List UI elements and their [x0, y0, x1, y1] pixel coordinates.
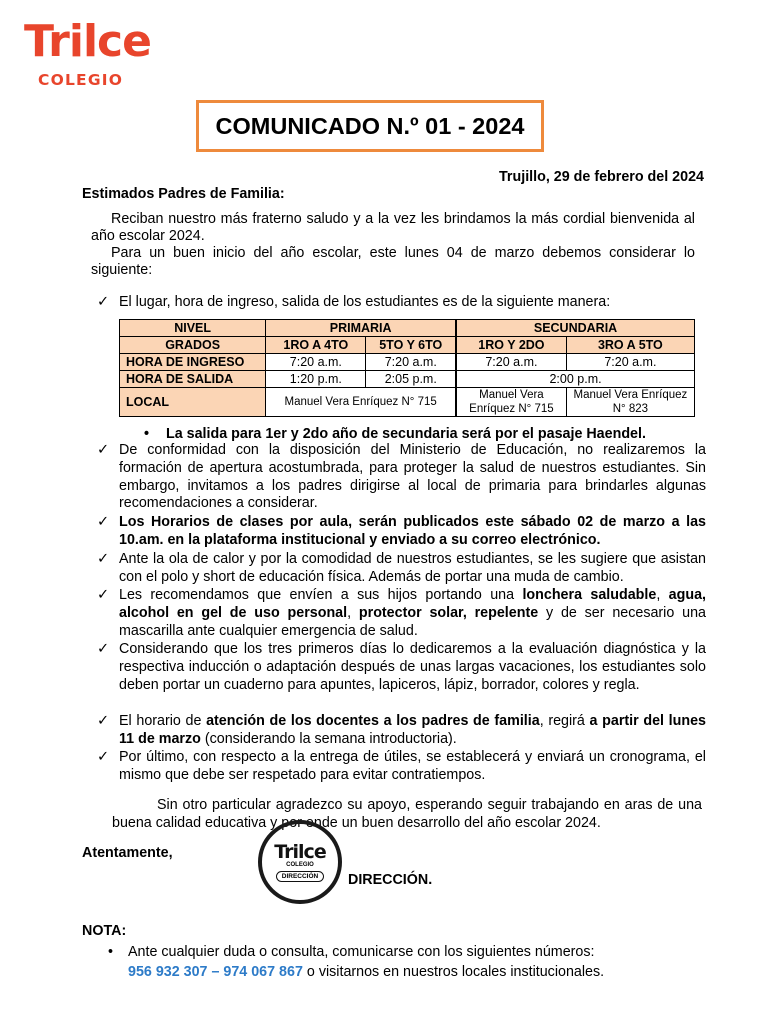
table-cell: 7:20 a.m.	[366, 354, 456, 371]
bullet-icon: •	[108, 944, 114, 960]
table-header-nivel: NIVEL	[120, 320, 266, 337]
bullet-icon: •	[144, 426, 150, 442]
check-item-supplies	[98, 749, 706, 785]
seal-subtitle: COLEGIO	[286, 862, 314, 868]
nota-text-line-1: Ante cualquier duda o consulta, comunicarse con los siguientes números:	[128, 944, 595, 960]
check-icon: ✓	[97, 713, 109, 729]
table-cell: Manuel Vera Enríquez N° 715	[456, 388, 566, 417]
table-cell: 2:00 p.m.	[456, 371, 694, 388]
text-segment: , regirá	[539, 713, 590, 729]
text-segment-bold: protector solar, repelente	[358, 604, 539, 621]
check-item-text	[119, 713, 706, 749]
table-cell: 2:05 p.m.	[366, 371, 456, 388]
table-grade-cell: 5TO Y 6TO	[366, 337, 456, 354]
school-logo-subtitle: COLEGIO	[38, 71, 124, 89]
table-header-primaria: PRIMARIA	[266, 320, 456, 337]
nota-label: NOTA:	[82, 923, 127, 939]
text-segment: (considerando la semana introductoria).	[200, 730, 457, 747]
check-icon: ✓	[97, 749, 109, 765]
table-grade-cell: 1RO A 4TO	[266, 337, 366, 354]
intro-paragraph-1: Reciban nuestro más fraterno saludo y a la vez les brindamos la más cordial bienvenida al año escolar 2024.	[91, 211, 695, 244]
table-row-label-salida: HORA DE SALIDA	[120, 371, 266, 388]
text-segment-bold: a partir del lunes 11 de marzo	[119, 713, 707, 747]
check-item-recommendations	[98, 587, 706, 640]
check-item-text: De conformidad con la disposición del Ministerio de Educación, no realizaremos la formación de apertura acostumbrada, para proteger la salud de nuestros estudiantes. Sin embargo, invitamos a los padres dirigirse al local de primaria para brindarles algunas recomendaciones a considerar.	[119, 442, 706, 512]
table-row-label-local: LOCAL	[120, 388, 266, 417]
check-item-text: Por último, con respecto a la entrega de útiles, se establecerá y enviará un cronograma, el mismo que debe ser respetado para evitar contratiempos.	[119, 749, 706, 783]
closing-paragraph: Sin otro particular agradezco su apoyo, esperando seguir trabajando en aras de una buena calidad educativa y por ende un buen desarrollo del año escolar 2024.	[112, 797, 702, 831]
document-title	[196, 100, 544, 152]
table-grade-cell: 3RO A 5TO	[566, 337, 694, 354]
text-segment-bold: agua, alcohol en gel de uso personal	[119, 587, 706, 621]
check-item-heat-wave	[98, 551, 706, 587]
table-cell: 7:20 a.m.	[266, 354, 366, 371]
check-item-text: Los Horarios de clases por aula, serán publicados este sábado 02 de marzo a las 10.am. en la plataforma institucional y enviado a su correo electrónico.	[119, 514, 706, 548]
table-cell: Manuel Vera Enríquez N° 715	[266, 388, 456, 417]
text-segment: Les recomendamos que envíen a sus hijos portando una	[119, 587, 523, 603]
table-cell: Manuel Vera Enríquez N° 823	[566, 388, 694, 417]
check-item-text: El lugar, hora de ingreso, salida de los estudiantes es de la siguiente manera:	[119, 294, 611, 310]
table-header-secundaria: SECUNDARIA	[456, 320, 694, 337]
check-item-formation	[98, 442, 706, 513]
nota-text-line-2	[128, 962, 668, 982]
check-item-text	[119, 587, 706, 640]
direction-seal	[258, 820, 342, 904]
text-segment: El horario de	[119, 713, 207, 729]
seal-band: DIRECCIÓN	[276, 871, 324, 882]
text-segment-bold: lonchera saludable	[522, 587, 657, 603]
table-cell: 1:20 p.m.	[266, 371, 366, 388]
text-segment: ,	[656, 587, 669, 603]
school-logo: Trilce	[24, 16, 151, 67]
check-item-class-schedules	[98, 514, 706, 550]
check-icon: ✓	[97, 514, 109, 530]
schedule-table	[119, 319, 695, 417]
document-date: Trujillo, 29 de febrero del 2024	[498, 169, 704, 185]
document-title-text: COMUNICADO N.º 01 - 2024	[215, 112, 525, 139]
check-item-schedule-intro	[98, 294, 706, 312]
text-segment: ,	[347, 604, 359, 621]
table-row-label-ingreso: HORA DE INGRESO	[120, 354, 266, 371]
table-header-grados: GRADOS	[120, 337, 266, 354]
phone-numbers: 956 932 307 – 974 067 867	[128, 964, 303, 980]
signoff: Atentamente,	[82, 845, 173, 861]
text-segment-bold: atención de los docentes a los padres de familia	[206, 713, 540, 729]
check-item-teacher-hours	[98, 713, 706, 749]
table-cell: 7:20 a.m.	[566, 354, 694, 371]
nota-item	[108, 942, 668, 982]
check-icon: ✓	[97, 587, 109, 603]
text-segment: y de ser necesario una mascarilla ante cualquier emergencia de salud.	[119, 604, 706, 639]
check-icon: ✓	[97, 442, 109, 458]
nota-tail: o visitarnos en nuestros locales institucionales.	[302, 964, 605, 980]
check-icon: ✓	[97, 294, 109, 310]
check-item-text: Considerando que los tres primeros días lo dedicaremos a la evaluación diagnóstica y la respectiva inducción o adaptación después de unas largas vacaciones, los estudiantes solo deben portar un cuaderno para apuntes, lapiceros, lápiz, borrador, colores y regla.	[119, 641, 706, 693]
table-grade-cell: 1RO Y 2DO	[456, 337, 566, 354]
bullet-text: La salida para 1er y 2do año de secundaria será por el pasaje Haendel.	[166, 426, 646, 442]
check-icon: ✓	[97, 551, 109, 567]
bullet-item-exit-route	[144, 426, 646, 442]
seal-logo: Trilce	[274, 841, 326, 863]
check-item-diagnostic	[98, 641, 706, 694]
check-item-text: Ante la ola de calor y por la comodidad de nuestros estudiantes, se les sugiere que asistan con el polo y short de educación física. Además de portar una muda de cambio.	[119, 551, 706, 585]
intro-paragraph-2: Para un buen inicio del año escolar, este lunes 04 de marzo debemos considerar lo siguiente:	[91, 245, 695, 278]
check-icon: ✓	[97, 641, 109, 657]
greeting: Estimados Padres de Familia:	[82, 186, 285, 202]
table-cell: 7:20 a.m.	[456, 354, 566, 371]
direction-label: DIRECCIÓN.	[348, 872, 433, 888]
